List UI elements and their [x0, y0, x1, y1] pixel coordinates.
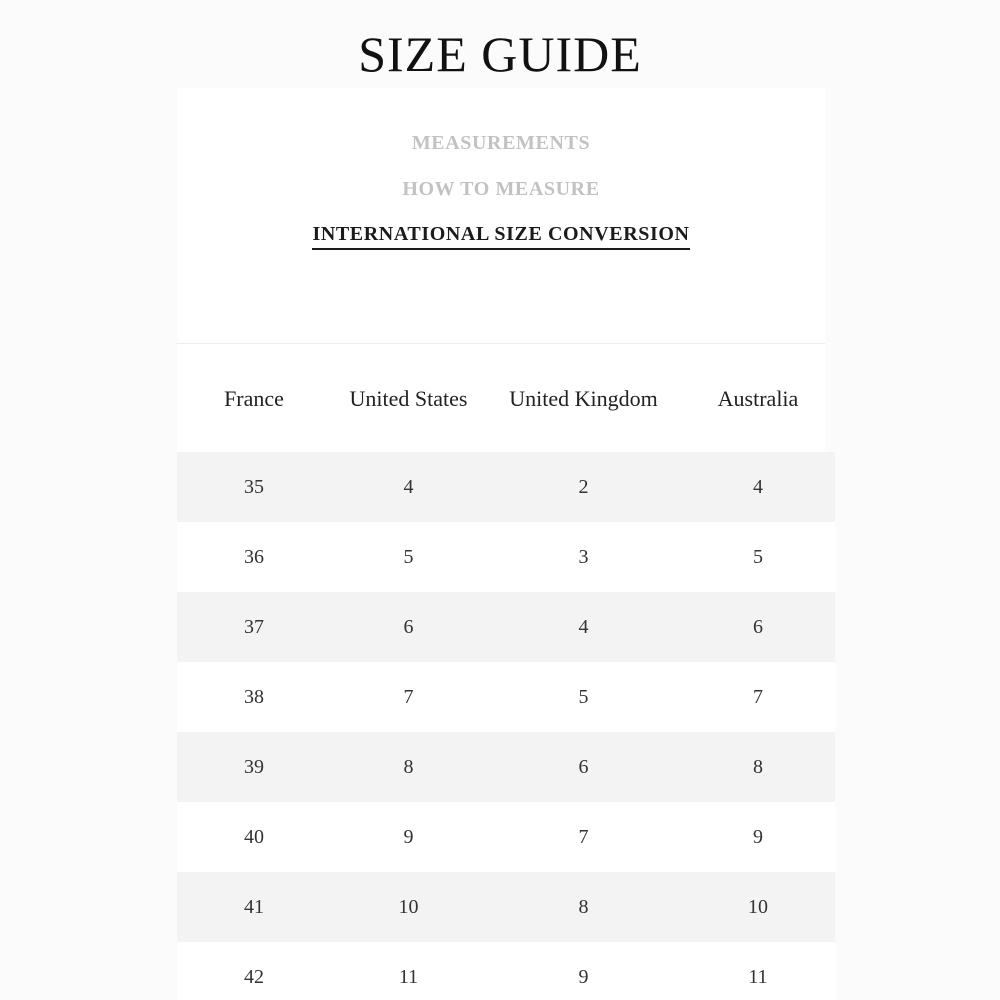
cell-united-kingdom: 6	[486, 732, 681, 802]
size-guide-panel	[177, 88, 825, 1000]
table-row	[177, 662, 835, 732]
table-row	[177, 522, 835, 592]
cell-france: 39	[177, 732, 331, 802]
cell-france: 41	[177, 872, 331, 942]
table-row	[177, 802, 835, 872]
cell-australia: 8	[681, 732, 835, 802]
table-body	[177, 452, 835, 1000]
table-row	[177, 732, 835, 802]
cell-united-states: 9	[331, 802, 486, 872]
cell-australia: 10	[681, 872, 835, 942]
cell-australia: 11	[681, 942, 835, 1000]
size-guide-tabs	[177, 128, 825, 266]
size-conversion-table	[177, 344, 835, 1000]
column-header-united-states: United States	[349, 385, 468, 411]
cell-united-states: 7	[331, 662, 486, 732]
cell-united-states: 4	[331, 452, 486, 522]
cell-united-states: 11	[331, 942, 486, 1000]
table-row	[177, 942, 835, 1000]
cell-united-states: 5	[331, 522, 486, 592]
table-header-row	[177, 344, 835, 452]
cell-france: 42	[177, 942, 331, 1000]
cell-france: 40	[177, 802, 331, 872]
cell-united-kingdom: 2	[486, 452, 681, 522]
column-header-united-kingdom: United Kingdom	[509, 385, 658, 411]
cell-united-states: 8	[331, 732, 486, 802]
cell-france: 38	[177, 662, 331, 732]
table-row	[177, 872, 835, 942]
size-conversion-table-container	[177, 343, 825, 1000]
cell-united-kingdom: 7	[486, 802, 681, 872]
table-row	[177, 592, 835, 662]
cell-australia: 9	[681, 802, 835, 872]
column-header-australia: Australia	[717, 385, 799, 411]
tab-how-to-measure[interactable]: HOW TO MEASURE	[402, 178, 600, 200]
cell-france: 36	[177, 522, 331, 592]
tab-measurements[interactable]: MEASUREMENTS	[411, 132, 591, 154]
cell-united-kingdom: 5	[486, 662, 681, 732]
cell-australia: 6	[681, 592, 835, 662]
column-header-france: France	[224, 385, 284, 411]
cell-united-kingdom: 9	[486, 942, 681, 1000]
cell-united-kingdom: 8	[486, 872, 681, 942]
cell-united-states: 6	[331, 592, 486, 662]
page-title: SIZE GUIDE	[358, 26, 642, 82]
tab-international-size-conversion[interactable]: INTERNATIONAL SIZE CONVERSION	[312, 220, 689, 250]
cell-australia: 4	[681, 452, 835, 522]
table-row	[177, 452, 835, 522]
cell-united-states: 10	[331, 872, 486, 942]
cell-australia: 7	[681, 662, 835, 732]
cell-united-kingdom: 3	[486, 522, 681, 592]
cell-france: 35	[177, 452, 331, 522]
cell-france: 37	[177, 592, 331, 662]
cell-australia: 5	[681, 522, 835, 592]
cell-united-kingdom: 4	[486, 592, 681, 662]
